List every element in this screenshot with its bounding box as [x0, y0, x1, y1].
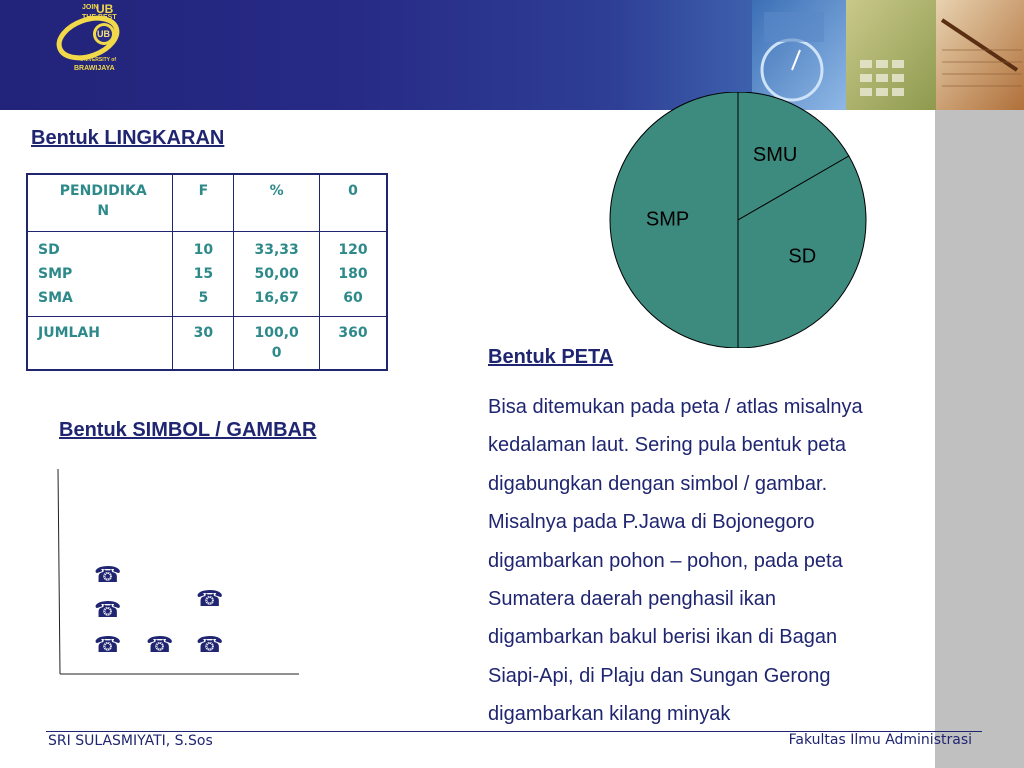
- peta-line: Bisa ditemukan pada peta / atlas misalnya: [488, 396, 863, 418]
- peta-line: Sumatera daerah penghasil ikan: [488, 588, 776, 611]
- peta-line: kedalaman laut. Sering pula bentuk peta: [488, 434, 847, 457]
- peta-title: Bentuk PETA: [488, 346, 614, 368]
- logo-ub-text: UB: [96, 2, 114, 16]
- logo-university-text: UNIVERSITY of: [80, 57, 117, 63]
- logo-brawijaya-text: BRAWIJAYA: [74, 65, 115, 72]
- table-cell-f: 10 15 5: [173, 232, 234, 317]
- footer-faculty: Fakultas Ilmu Administrasi: [788, 732, 972, 748]
- table-cell-labels: SD SMP SMA: [27, 232, 173, 317]
- university-logo: [52, 4, 132, 76]
- table-header-degree: 0: [319, 174, 387, 232]
- telephone-icon: ☎: [196, 586, 224, 611]
- table-header-f: F: [173, 174, 234, 232]
- table-cell-degree: 120 180 60: [319, 232, 387, 317]
- peta-line: digambarkan pohon – pohon, pada peta: [488, 549, 843, 572]
- symbol-chart-axes: [50, 465, 310, 680]
- peta-line: digabungkan dengan simbol / gambar.: [488, 472, 828, 495]
- pie-label-smp: SMP: [645, 208, 690, 231]
- logo-join-text: JOIN: [82, 4, 99, 11]
- frequency-table: [26, 173, 388, 371]
- telephone-icon: ☎: [196, 632, 224, 657]
- telephone-icon: ☎: [146, 632, 174, 657]
- peta-description: [488, 388, 958, 734]
- table-total-degree: 360: [319, 317, 387, 371]
- table-header-pendidikan: PENDIDIKA N: [27, 174, 173, 232]
- logo-thebest-text: THE BEST: [82, 14, 117, 21]
- telephone-icon: ☎: [94, 632, 122, 657]
- telephone-icon: ☎: [94, 597, 122, 622]
- peta-line: Siapi-Api, di Plaju dan Sungan Gerong: [488, 664, 831, 687]
- lingkaran-title: Bentuk LINGKARAN: [31, 127, 225, 149]
- peta-line: digambarkan bakul berisi ikan di Bagan: [488, 626, 838, 649]
- table-header-percent: %: [234, 174, 320, 232]
- table-header-row: [27, 174, 387, 232]
- peta-line: Misalnya pada P.Jawa di Bojonegoro: [488, 511, 815, 534]
- table-cell-percent: 33,33 50,00 16,67: [234, 232, 320, 317]
- table-row: [27, 232, 387, 317]
- table-total-label: JUMLAH: [27, 317, 173, 371]
- table-total-f: 30: [173, 317, 234, 371]
- pie-label-smu: SMU: [752, 143, 798, 166]
- table-total-percent: 100,0 0: [234, 317, 320, 371]
- peta-line: digambarkan kilang minyak: [488, 703, 731, 726]
- pie-label-sd: SD: [788, 245, 817, 268]
- y-axis-line: [58, 469, 60, 674]
- simbol-title: Bentuk SIMBOL / GAMBAR: [59, 419, 317, 441]
- footer-author: SRI SULASMIYATI, S.Sos: [48, 733, 213, 749]
- pie-chart: [600, 92, 876, 348]
- logo-badge-text: UB: [97, 29, 110, 39]
- telephone-icon: ☎: [94, 562, 122, 587]
- table-total-row: [27, 317, 387, 371]
